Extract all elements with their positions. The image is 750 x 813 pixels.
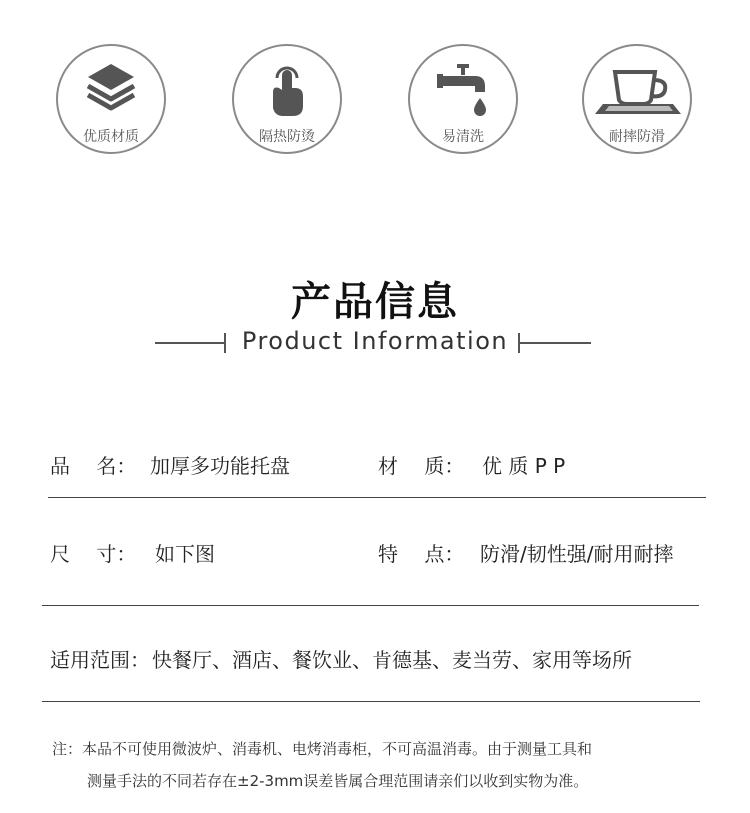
section-subtitle: Product Information [241,327,509,355]
note-line-1: 注：本品不可使用微波炉、消毒机、电烤消毒柜，不可高温消毒。由于测量工具和 [52,740,593,758]
spec-name-label: 品 名： [50,454,137,478]
hand-icon [265,62,309,122]
spec-material-value: 优 质 P P [482,454,566,478]
divider [42,701,700,702]
spec-feature-label: 特 点： [378,542,465,566]
feature-label: 易清洗 [442,129,484,145]
layers-icon [86,62,136,120]
spec-name-value: 加厚多功能托盘 [150,454,290,478]
title-rule-right [518,342,591,344]
spec-scope-value: 快餐厅、酒店、餐饮业、肯德基、麦当劳、家用等场所 [152,648,632,672]
section-title: 产品信息 [291,279,459,325]
feature-heat-insulation [232,44,342,154]
spec-feature-value: 防滑/韧性强/耐用耐摔 [480,542,674,566]
feature-label: 优质材质 [83,129,139,145]
feature-quality-material [56,44,166,154]
spec-size-value: 如下图 [155,542,215,566]
feature-label: 隔热防烫 [259,129,315,145]
feature-label: 耐摔防滑 [609,129,665,145]
cup-tray-icon [589,60,685,124]
spec-material-label: 材 质： [378,454,465,478]
spec-size-label: 尺 寸： [50,542,137,566]
feature-anti-slip [582,44,692,154]
faucet-icon [435,62,491,122]
divider [48,497,706,498]
divider [42,605,699,606]
spec-scope-label: 适用范围： [50,648,150,672]
feature-easy-clean [408,44,518,154]
note-line-2: 测量手法的不同若存在±2-3mm误差皆属合理范围请亲们以收到实物为准。 [87,772,589,790]
